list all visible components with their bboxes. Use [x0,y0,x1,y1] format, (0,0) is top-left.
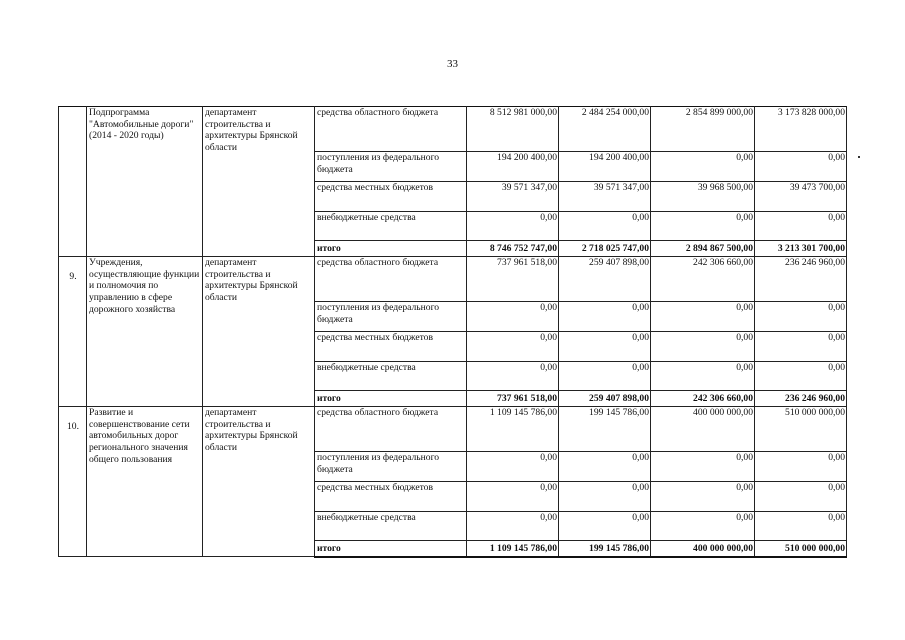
amount-cell: 39 571 347,00 [467,182,559,212]
program-name-cell: Подпрограмма "Автомобильные дороги" (2014 - 2020 годы) [87,107,203,257]
amount-cell: 0,00 [467,332,559,362]
amount-cell: 0,00 [651,362,755,391]
amount-cell: 39 473 700,00 [755,182,847,212]
amount-cell: 2 484 254 000,00 [559,107,651,152]
amount-cell: 0,00 [651,452,755,482]
amount-cell: 1 109 145 786,00 [467,541,559,557]
amount-cell: 259 407 898,00 [559,257,651,302]
funding-source-cell: средства местных бюджетов [315,332,467,362]
amount-cell: 0,00 [559,212,651,241]
amount-cell: 236 246 960,00 [755,391,847,407]
amount-cell: 0,00 [467,512,559,541]
amount-cell: 39 571 347,00 [559,182,651,212]
amount-cell: 3 173 828 000,00 [755,107,847,152]
amount-cell: 194 200 400,00 [559,152,651,182]
amount-cell: 39 968 500,00 [651,182,755,212]
funding-source-cell: итого [315,241,467,257]
funding-source-cell: внебюджетные средства [315,212,467,241]
amount-cell: 0,00 [559,512,651,541]
funding-source-cell: средства областного бюджета [315,407,467,452]
row-number-cell: 10. [59,407,87,557]
amount-cell: 0,00 [651,152,755,182]
amount-cell: 0,00 [651,482,755,512]
funding-source-cell: поступления из федерального бюджета [315,152,467,182]
amount-cell: 0,00 [559,302,651,332]
amount-cell: 0,00 [467,452,559,482]
amount-cell: 236 246 960,00 [755,257,847,302]
amount-cell: 510 000 000,00 [755,541,847,557]
amount-cell: 0,00 [651,212,755,241]
page-number: 33 [447,58,458,70]
funding-source-cell: средства местных бюджетов [315,182,467,212]
amount-cell: 0,00 [755,152,847,182]
executor-cell: департамент строительства и архитектуры Брянской области [203,407,315,557]
amount-cell: 0,00 [755,212,847,241]
amount-cell: 400 000 000,00 [651,541,755,557]
amount-cell: 8 746 752 747,00 [467,241,559,257]
amount-cell: 737 961 518,00 [467,391,559,407]
amount-cell: 3 213 301 700,00 [755,241,847,257]
amount-cell: 0,00 [559,452,651,482]
amount-cell: 0,00 [755,452,847,482]
funding-source-cell: итого [315,391,467,407]
amount-cell: 8 512 981 000,00 [467,107,559,152]
amount-cell: 242 306 660,00 [651,391,755,407]
amount-cell: 1 109 145 786,00 [467,407,559,452]
table-row [59,257,847,302]
table-row [59,407,847,452]
amount-cell: 242 306 660,00 [651,257,755,302]
amount-cell: 0,00 [559,332,651,362]
program-name-cell: Развитие и совершенствование сети автомобильных дорог регионального значения общего пользования [87,407,203,557]
executor-cell: департамент строительства и архитектуры Брянской области [203,257,315,407]
table-row [59,107,847,152]
amount-cell: 0,00 [559,362,651,391]
amount-cell: 510 000 000,00 [755,407,847,452]
funding-source-cell: итого [315,541,467,557]
funding-source-cell: внебюджетные средства [315,362,467,391]
funding-source-cell: средства областного бюджета [315,257,467,302]
amount-cell: 0,00 [755,362,847,391]
funding-source-cell: поступления из федерального бюджета [315,452,467,482]
amount-cell: 2 718 025 747,00 [559,241,651,257]
program-name-cell: Учреждения, осуществляющие функции и полномочия по управлению в сфере дорожного хозяйства [87,257,203,407]
amount-cell: 0,00 [755,332,847,362]
row-number-cell: 9. [59,257,87,407]
amount-cell: 0,00 [755,482,847,512]
amount-cell: 194 200 400,00 [467,152,559,182]
amount-cell: 0,00 [755,302,847,332]
amount-cell: 400 000 000,00 [651,407,755,452]
amount-cell: 0,00 [559,482,651,512]
amount-cell: 0,00 [651,302,755,332]
row-number-cell [59,107,87,257]
funding-source-cell: средства областного бюджета [315,107,467,152]
amount-cell: 199 145 786,00 [559,407,651,452]
amount-cell: 259 407 898,00 [559,391,651,407]
amount-cell: 0,00 [651,332,755,362]
amount-cell: 0,00 [467,302,559,332]
amount-cell: 0,00 [467,362,559,391]
funding-source-cell: средства местных бюджетов [315,482,467,512]
budget-table [58,106,847,558]
amount-cell: 0,00 [467,212,559,241]
amount-cell: 0,00 [467,482,559,512]
amount-cell: 2 894 867 500,00 [651,241,755,257]
amount-cell: 2 854 899 000,00 [651,107,755,152]
funding-source-cell: поступления из федерального бюджета [315,302,467,332]
scan-speck [858,156,860,158]
amount-cell: 199 145 786,00 [559,541,651,557]
amount-cell: 0,00 [755,512,847,541]
funding-source-cell: внебюджетные средства [315,512,467,541]
amount-cell: 737 961 518,00 [467,257,559,302]
executor-cell: департамент строительства и архитектуры Брянской области [203,107,315,257]
amount-cell: 0,00 [651,512,755,541]
